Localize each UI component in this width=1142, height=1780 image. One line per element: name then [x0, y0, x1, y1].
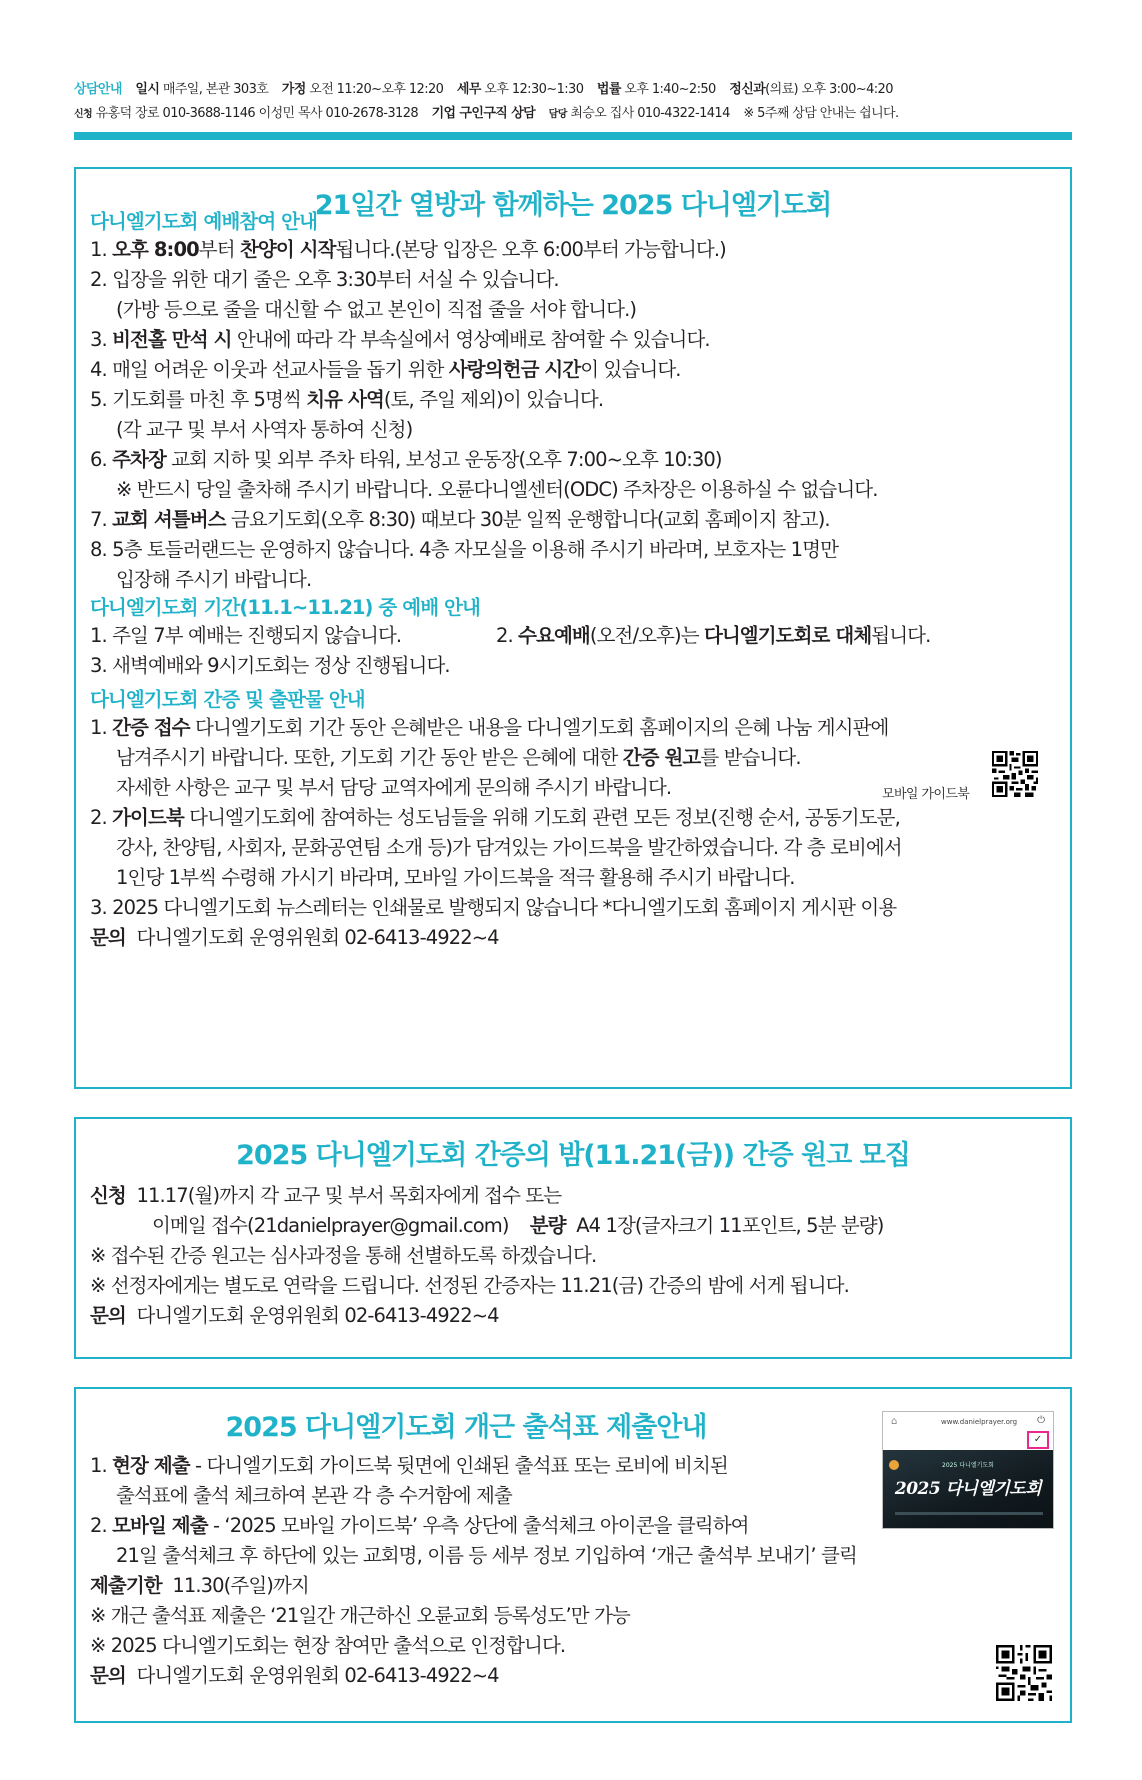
testimony-apply: 신청 11.17(월)까지 각 교구 및 부서 목회자에게 접수 또는 — [90, 1184, 562, 1207]
guidebook-item-2-cont: 강사, 찬양팀, 사회자, 문화공연팀 소개 등)가 담겨있는 가이드북을 발간하였습니다. 각 층 로비에서 — [116, 836, 902, 859]
attendance-box — [74, 1387, 1072, 1723]
law-label: 법률 — [596, 82, 621, 97]
psychiatry-value: (의료) 오후 3:00~4:20 — [765, 82, 893, 97]
screenshot-banner-title: 2025 다니엘기도회 — [894, 1479, 1042, 1499]
time-value: 매주일, 본관 303호 — [162, 82, 269, 97]
guidebook-qr-code[interactable] — [992, 751, 1038, 797]
worship-item-6-note: ※ 반드시 당일 출차해 주시기 바랍니다. 오륜다니엘센터(ODC) 주차장은 이용하실 수 없습니다. — [116, 478, 878, 501]
worship-item-2-note: (가방 등으로 줄을 대신할 수 없고 본인이 직접 줄을 서야 합니다.) — [116, 298, 637, 321]
screenshot-url: www.danielprayer.org — [941, 1418, 1018, 1426]
charge-label: 담당 — [548, 109, 567, 120]
box1-contact: 문의 다니엘기도회 운영위원회 02-6413-4922~4 — [90, 926, 499, 949]
worship-item-4: 4. 매일 어려운 이웃과 선교사들을 돕기 위한 사랑의헌금 시간이 있습니다. — [90, 358, 681, 381]
period-worship-heading: 다니엘기도회 기간(11.1~11.21) 중 예배 안내 — [90, 596, 480, 619]
attendance-note-1: ※ 개근 출석표 제출은 ‘21일간 개근하신 오륜교회 등록성도’만 가능 — [90, 1604, 630, 1627]
box2-title: 2025 다니엘기도회 간증의 밤(11.21(금)) 간증 원고 모집 — [236, 1140, 910, 1171]
family-value: 오전 11:20~오후 12:20 — [309, 82, 444, 97]
newsletter-item-3: 3. 2025 다니엘기도회 뉴스레터는 인쇄물로 발행되지 않습니다 *다니엘기도회 홈페이지 게시판 이용 — [90, 896, 897, 919]
screenshot-banner-subtitle: 2025 다니엘기도회 — [942, 1462, 994, 1469]
attendance-note-2: ※ 2025 다니엘기도회는 현장 참여만 출석으로 인정합니다. — [90, 1634, 566, 1657]
screenshot-banner-footer — [895, 1512, 1043, 1515]
mobile-guidebook-label: 모바일 가이드북 — [882, 787, 970, 802]
header-divider — [74, 132, 1072, 140]
testimony-note-2: ※ 선정자에게는 별도로 연락을 드립니다. 선정된 간증자는 11.21(금) 간증의 밤에 서게 됩니다. — [90, 1274, 849, 1297]
apply-label: 신청 — [74, 109, 93, 120]
worship-item-5-note: (각 교구 및 부서 사역자 통하여 신청) — [116, 418, 413, 441]
counseling-row-2 — [74, 102, 1074, 127]
fifth-week-note: ※ 5주째 상담 안내는 쉽니다. — [743, 106, 899, 121]
psychiatry-label: 정신과 — [729, 82, 766, 97]
tax-value: 오후 12:30~1:30 — [484, 82, 584, 97]
time-label: 일시 — [135, 82, 160, 97]
mobile-submission-cont: 21일 출석체크 후 하단에 있는 교회명, 이름 등 세부 정보 기입하여 ‘개근 출석부 보내기’ 클릭 — [116, 1544, 857, 1567]
charge-contact: 최승오 집사 010-4322-1414 — [570, 106, 730, 121]
counseling-row-1 — [74, 78, 1074, 102]
onsite-submission: 1. 현장 제출 - 다니엘기도회 가이드북 뒷면에 인쇄된 출석표 또는 로비에 비치된 — [90, 1454, 728, 1477]
box1-title: 21일간 열방과 함께하는 2025 다니엘기도회 — [314, 190, 832, 221]
worship-item-5: 5. 기도회를 마친 후 5명씩 치유 사역(토, 주일 제외)이 있습니다. — [90, 388, 604, 411]
worship-participation-heading: 다니엘기도회 예배참여 안내 — [90, 210, 318, 233]
attendance-check-icon[interactable]: ✓ — [1027, 1431, 1049, 1449]
box2-contact: 문의 다니엘기도회 운영위원회 02-6413-4922~4 — [90, 1304, 499, 1327]
worship-item-1: 1. 오후 8:00부터 찬양이 시작됩니다.(본당 입장은 오후 6:00부터 가능합니다.) — [90, 238, 726, 261]
tax-label: 세무 — [456, 82, 481, 97]
testimony-item-1-cont: 남겨주시기 바랍니다. 또한, 기도회 기간 동안 받은 은혜에 대한 간증 원고를 받습니다. — [116, 746, 801, 769]
worship-item-7: 7. 교회 셔틀버스 금요기도회(오후 8:30) 때보다 30분 일찍 운행합니다(교회 홈페이지 참고). — [90, 508, 830, 531]
apply-contacts: 유홍덕 장로 010-3688-1146 이성민 목사 010-2678-3128 — [95, 106, 419, 121]
job-counseling-label: 기업 구인구직 상담 — [431, 106, 536, 121]
period-item-1: 1. 주일 7부 예배는 진행되지 않습니다. — [90, 624, 402, 647]
daniel-prayer-info-box — [74, 167, 1072, 1089]
worship-item-8-cont: 입장해 주시기 바랍니다. — [116, 568, 312, 591]
submission-deadline: 제출기한 11.30(주일)까지 — [90, 1574, 309, 1597]
guidebook-item-2-cont2: 1인당 1부씩 수령해 가시기 바라며, 모바일 가이드북을 적극 활용해 주시기 바랍니다. — [116, 866, 795, 889]
mobile-guidebook-screenshot — [882, 1411, 1054, 1529]
family-label: 가정 — [281, 82, 306, 97]
counseling-header — [74, 78, 1074, 127]
period-item-2: 2. 수요예배(오전/오후)는 다니엘기도회로 대체됩니다. — [496, 624, 931, 647]
worship-item-6: 6. 주차장 교회 지하 및 외부 주차 타워, 보성고 운동장(오후 7:00~오후 10:30) — [90, 448, 722, 471]
attendance-qr-code[interactable] — [996, 1645, 1052, 1701]
worship-item-3: 3. 비전홀 만석 시 안내에 따라 각 부속실에서 영상예배로 참여할 수 있습니다. — [90, 328, 710, 351]
worship-item-8: 8. 5층 토들러랜드는 운영하지 않습니다. 4층 자모실을 이용해 주시기 바라며, 보호자는 1명만 — [90, 538, 839, 561]
testimony-email: 이메일 접수(21danielprayer@gmail.com) 분량 A4 1장(글자크기 11포인트, 5분 분량) — [152, 1214, 884, 1237]
testimony-item-1-note: 자세한 사항은 교구 및 부서 담당 교역자에게 문의해 주시기 바랍니다. — [116, 776, 672, 799]
law-value: 오후 1:40~2:50 — [624, 82, 716, 97]
testimony-note-1: ※ 접수된 간증 원고는 심사과정을 통해 선별하도록 하겠습니다. — [90, 1244, 597, 1267]
guidebook-item-2: 2. 가이드북 다니엘기도회에 참여하는 성도님들을 위해 기도회 관련 모든 정보(진행 순서, 공동기도문, — [90, 806, 900, 829]
qr-code-icon — [996, 1645, 1052, 1701]
period-item-3: 3. 새벽예배와 9시기도회는 정상 진행됩니다. — [90, 654, 450, 677]
onsite-submission-cont: 출석표에 출석 체크하여 본관 각 층 수거함에 제출 — [116, 1484, 512, 1507]
box3-contact: 문의 다니엘기도회 운영위원회 02-6413-4922~4 — [90, 1664, 499, 1687]
testimony-item-1: 1. 간증 접수 다니엘기도회 기간 동안 은혜받은 내용을 다니엘기도회 홈페이지의 은혜 나눔 게시판에 — [90, 716, 889, 739]
home-icon: ⌂ — [891, 1416, 898, 1427]
box3-title: 2025 다니엘기도회 개근 출석표 제출안내 — [225, 1412, 707, 1443]
testimony-night-box — [74, 1117, 1072, 1359]
counseling-label: 상담안내 — [74, 82, 122, 97]
mobile-submission: 2. 모바일 제출 - ‘2025 모바일 가이드북’ 우측 상단에 출석체크 아이콘을 클릭하여 — [90, 1514, 749, 1537]
testimony-publication-heading: 다니엘기도회 간증 및 출판물 안내 — [90, 688, 365, 711]
power-icon: ⏻ — [1037, 1415, 1045, 1426]
screenshot-banner — [883, 1450, 1053, 1529]
worship-item-2: 2. 입장을 위한 대기 줄은 오후 3:30부터 서실 수 있습니다. — [90, 268, 559, 291]
qr-code-icon — [992, 751, 1038, 797]
